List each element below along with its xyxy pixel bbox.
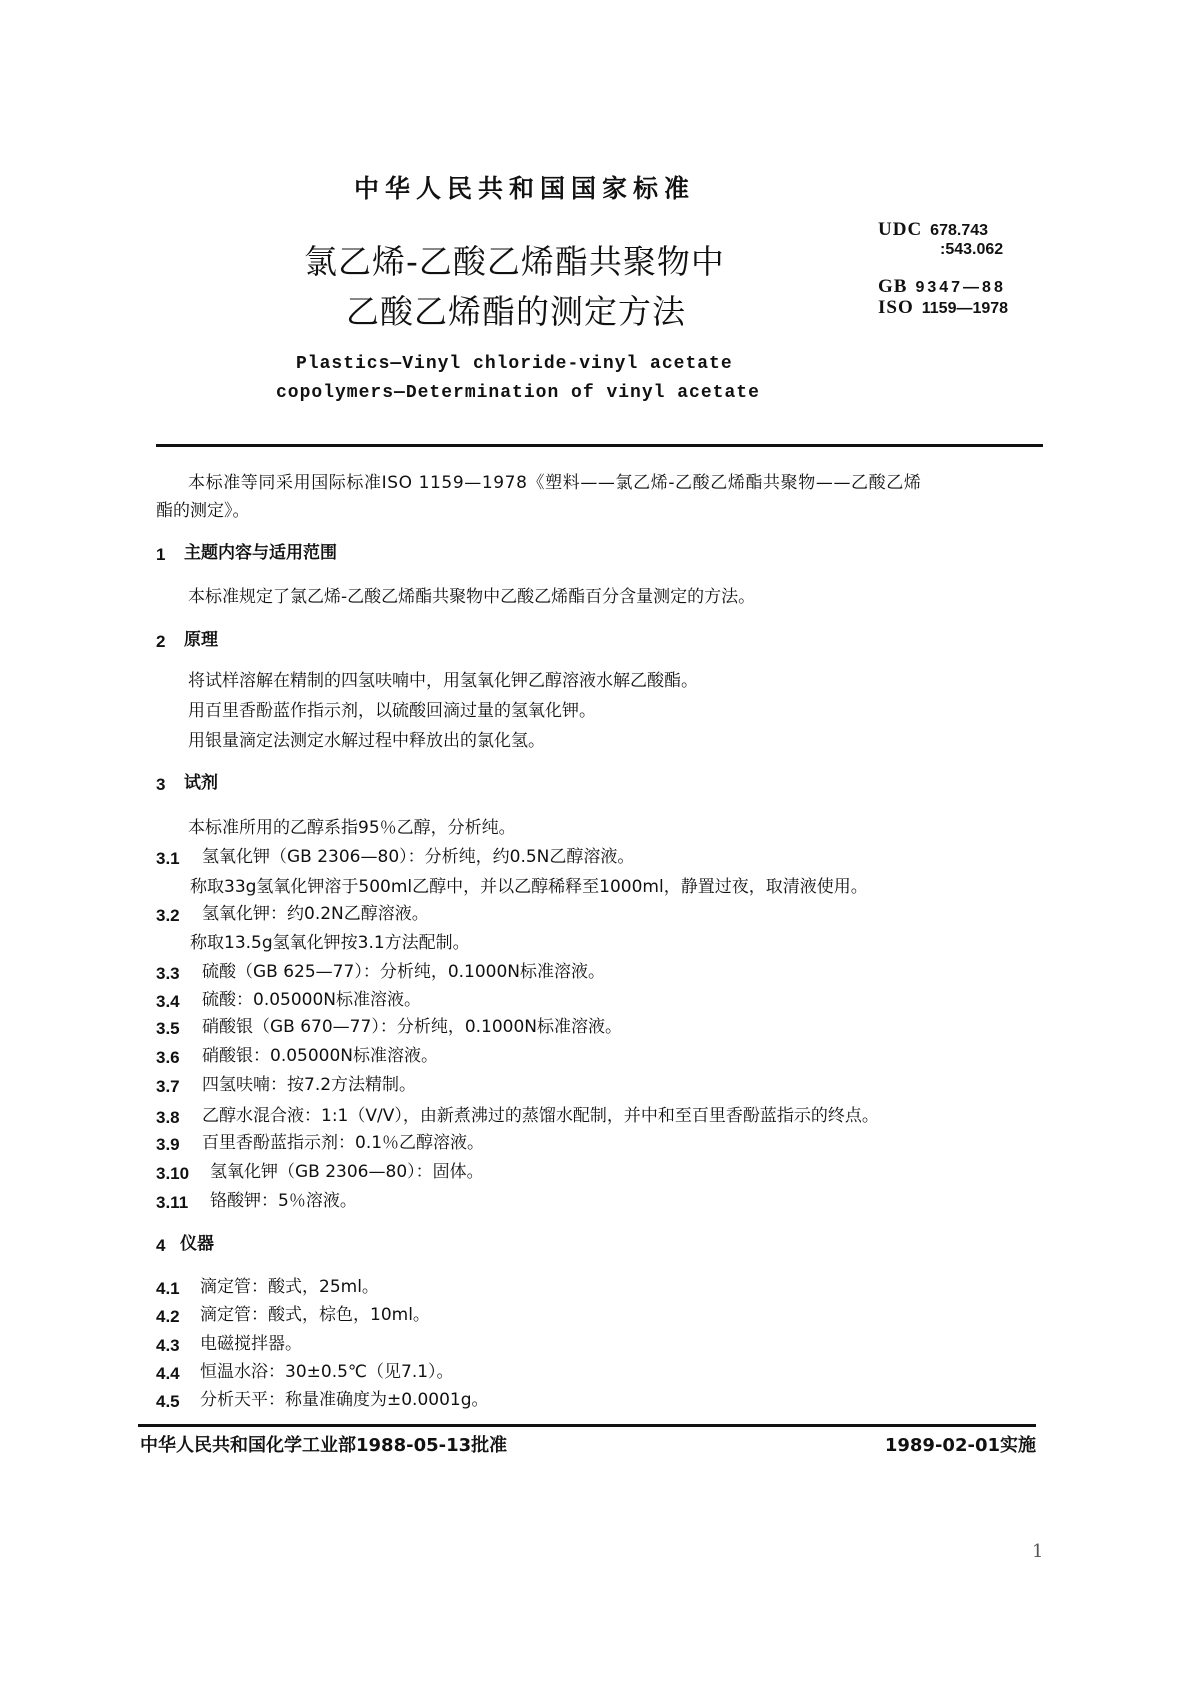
item-number: 4.1 (156, 1279, 180, 1298)
section-text: 本标准所用的乙醇系指95％乙醇，分析纯。 (188, 818, 516, 838)
item-text: 乙醇水混合液：1:1（V/V），由新煮沸过的蒸馏水配制，并中和至百里香酚蓝指示的终点。 (202, 1106, 879, 1126)
item-text: 硫酸（GB 625—77）：分析纯，0.1000N标准溶液。 (202, 962, 606, 982)
footer-divider (138, 1424, 1036, 1427)
item-number: 4.3 (156, 1336, 180, 1355)
english-title-line-2: copolymers—Determination of vinyl acetate (276, 383, 760, 403)
item-text: 滴定管：酸式，25ml。 (200, 1277, 379, 1297)
item-note: 称取13.5g氢氧化钾按3.1方法配制。 (190, 933, 470, 953)
udc-value-1: 678.743 (930, 222, 989, 239)
section-title: 试剂 (184, 773, 218, 793)
english-title-line-1: Plastics—Vinyl chloride-vinyl acetate (296, 354, 733, 374)
item-text: 分析天平：称量准确度为±0.0001g。 (200, 1390, 489, 1410)
section-number: 1 (156, 545, 166, 564)
section-title: 主题内容与适用范围 (184, 543, 337, 563)
item-text: 硝酸银：0.05000N标准溶液。 (202, 1046, 439, 1066)
intro-line-2: 酯的测定》。 (156, 501, 250, 521)
section-number: 4 (156, 1236, 166, 1255)
item-number: 4.5 (156, 1392, 180, 1411)
item-text: 硫酸：0.05000N标准溶液。 (202, 990, 422, 1010)
item-text: 恒温水浴：30±0.5℃（见7.1）。 (200, 1362, 454, 1382)
item-note: 称取33g氢氧化钾溶于500ml乙醇中，并以乙醇稀释至1000ml，静置过夜，取清液使用。 (190, 877, 868, 897)
item-number: 3.6 (156, 1048, 180, 1067)
udc-label: UDC (878, 219, 923, 240)
item-number: 3.9 (156, 1135, 180, 1154)
item-number: 3.7 (156, 1077, 180, 1096)
iso-label: ISO (878, 297, 914, 318)
item-number: 3.5 (156, 1019, 180, 1038)
item-number: 3.2 (156, 906, 180, 925)
item-number: 3.8 (156, 1108, 180, 1127)
iso-value: 1159—1978 (921, 300, 1009, 317)
section-number: 3 (156, 775, 166, 794)
gb-value: 9347—88 (915, 279, 1006, 296)
title-line-1: 氯乙烯-乙酸乙烯酯共聚物中 (304, 242, 725, 281)
item-text: 四氢呋喃：按7.2方法精制。 (202, 1075, 417, 1095)
item-text: 氢氧化钾：约0.2N乙醇溶液。 (202, 904, 429, 924)
item-number: 3.11 (156, 1193, 189, 1212)
item-text: 滴定管：酸式，棕色，10ml。 (200, 1305, 430, 1325)
effective-date: 1989-02-01实施 (884, 1435, 1036, 1456)
section-text: 本标准规定了氯乙烯-乙酸乙烯酯共聚物中乙酸乙烯酯百分含量测定的方法。 (188, 587, 756, 607)
item-number: 3.1 (156, 849, 180, 868)
item-number: 3.10 (156, 1164, 190, 1183)
item-text: 电磁搅拌器。 (200, 1334, 302, 1354)
iso-code (878, 298, 1008, 317)
item-number: 4.2 (156, 1307, 180, 1326)
section-text: 将试样溶解在精制的四氢呋喃中，用氢氧化钾乙醇溶液水解乙酸酯。 (188, 671, 698, 691)
item-text: 百里香酚蓝指示剂：0.1％乙醇溶液。 (202, 1133, 485, 1153)
gb-code (878, 277, 1006, 296)
section-title: 原理 (184, 630, 218, 650)
national-standard-heading: 中华人民共和国国家标准 (354, 174, 696, 203)
udc-value-2: :543.062 (940, 241, 1004, 258)
approval-text: 中华人民共和国化学工业部1988-05-13批准 (140, 1435, 508, 1456)
item-number: 3.3 (156, 964, 180, 983)
item-text: 氢氧化钾（GB 2306—80）：固体。 (210, 1162, 484, 1182)
title-line-2: 乙酸乙烯酯的测定方法 (346, 292, 686, 331)
item-text: 铬酸钾：5％溶液。 (210, 1191, 357, 1211)
gb-label: GB (878, 276, 908, 297)
section-text: 用银量滴定法测定水解过程中释放出的氯化氢。 (188, 731, 545, 751)
section-title: 仪器 (180, 1234, 214, 1254)
intro-line-1: 本标准等同采用国际标准ISO 1159—1978《塑料——氯乙烯-乙酸乙烯酯共聚物——乙酸乙烯 (188, 473, 922, 493)
item-number: 3.4 (156, 992, 180, 1011)
item-text: 氢氧化钾（GB 2306—80）：分析纯，约0.5N乙醇溶液。 (202, 847, 635, 867)
section-number: 2 (156, 632, 166, 651)
item-text: 硝酸银（GB 670—77）：分析纯，0.1000N标准溶液。 (202, 1017, 623, 1037)
item-number: 4.4 (156, 1364, 180, 1383)
udc-code (878, 220, 988, 239)
page-number: 1 (1032, 1541, 1044, 1562)
section-text: 用百里香酚蓝作指示剂，以硫酸回滴过量的氢氧化钾。 (188, 701, 596, 721)
header-divider (156, 444, 1043, 447)
